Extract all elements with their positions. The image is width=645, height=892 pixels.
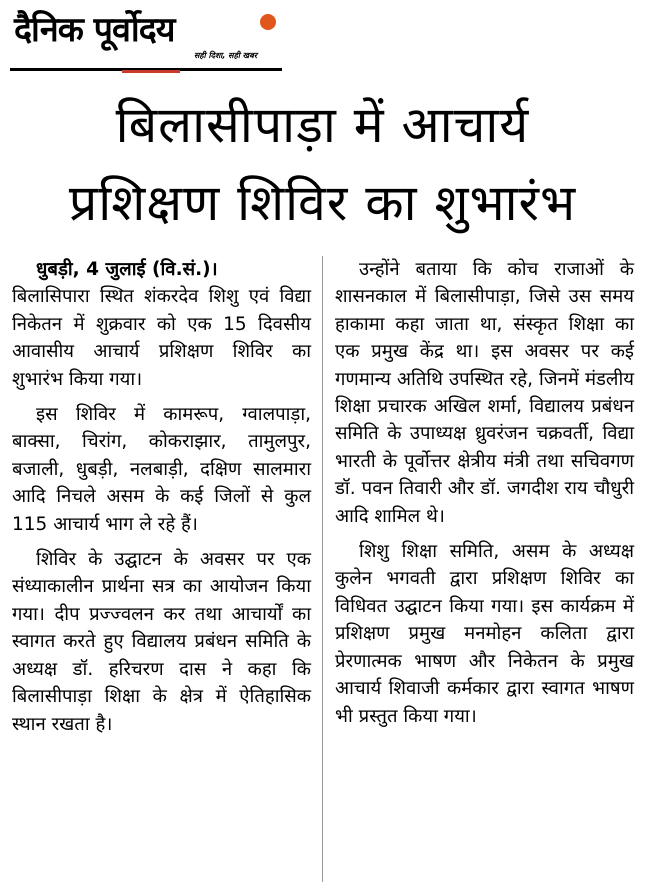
article-paragraph: इस शिविर में कामरूप, ग्वालपाड़ा, बाक्सा, चिरांग, कोकराझार, तामुलपुर, बजाली, धुबड़ी, नलबाड़ी, दक्षिण सालमारा आदि निचले असम के कई जिलों से कुल 115 आचार्य भाग ले रहे हैं। [12,404,311,535]
article-paragraph: शिशु शिक्षा समिति, असम के अध्यक्ष कुलेन भगवती द्वारा प्रशिक्षण शिविर का विधिवत उद्घाटन किया गया। इस कार्यक्रम में प्रशिक्षण प्रमुख मनमोहन कलिता द्वारा प्रेरणात्मक भाषण और निकेतन के प्रमुख आचार्य शिवाजी कर्मकार द्वारा स्वागत भाषण भी प्रस्तुत किया गया। [335,541,634,727]
article-column-left [12,256,311,746]
headline-line-2: प्रशिक्षण शिविर का शुभारंभ [68,174,577,232]
article-body [12,256,634,746]
headline-line-1: बिलासीपाड़ा में आचार्य [115,96,530,154]
logo-sun-icon [260,14,276,30]
article-paragraph: उन्होंने बताया कि कोच राजाओं के शासनकाल में बिलासीपाड़ा, जिसे उस समय हाकामा कहा जाता था, संस्कृत शिक्षा का एक प्रमुख केंद्र था। इस अवसर पर कई गणमान्य अतिथि उपस्थित रहे, जिनमें मंडलीय शिक्षा प्रचारक अखिल शर्मा, विद्यालय प्रबंधन समिति के उपाध्यक्ष ध्रुवरंजन चक्रवर्ती, विद्या भारती के पूर्वोत्तर क्षेत्रीय मंत्री तथा सचिवगण डॉ. पवन तिवारी और डॉ. जगदीश राय चौधुरी आदि शामिल थे। [335,259,634,527]
article-paragraph: बिलासिपारा स्थित शंकरदेव शिशु एवं विद्या निकेतन में शुक्रवार को एक 15 दिवसीय आवासीय आचार्य प्रशिक्षण शिविर का शुभारंभ किया गया। [12,286,311,390]
article-headline [0,86,645,242]
article-paragraph: शिविर के उद्घाटन के अवसर पर एक संध्याकालीन प्रार्थना सत्र का आयोजन किया गया। दीप प्रज्ज्वलन कर तथा आचार्यों का स्वागत करते हुए विद्यालय प्रबंधन समिति के अध्यक्ष डॉ. हरिचरण दास ने कहा कि बिलासीपाड़ा शिक्षा के क्षेत्र में ऐतिहासिक स्थान रखता है। [12,549,311,735]
article-dateline: धुबड़ी, 4 जुलाई (वि.सं.)। [36,259,218,280]
masthead [10,6,290,72]
newspaper-tagline: सही दिशा, सही खबर [194,51,258,60]
masthead-accent-rule [122,70,180,73]
article-column-right [335,256,634,746]
newspaper-name: दैनिक पूर्वोदय [14,10,175,50]
